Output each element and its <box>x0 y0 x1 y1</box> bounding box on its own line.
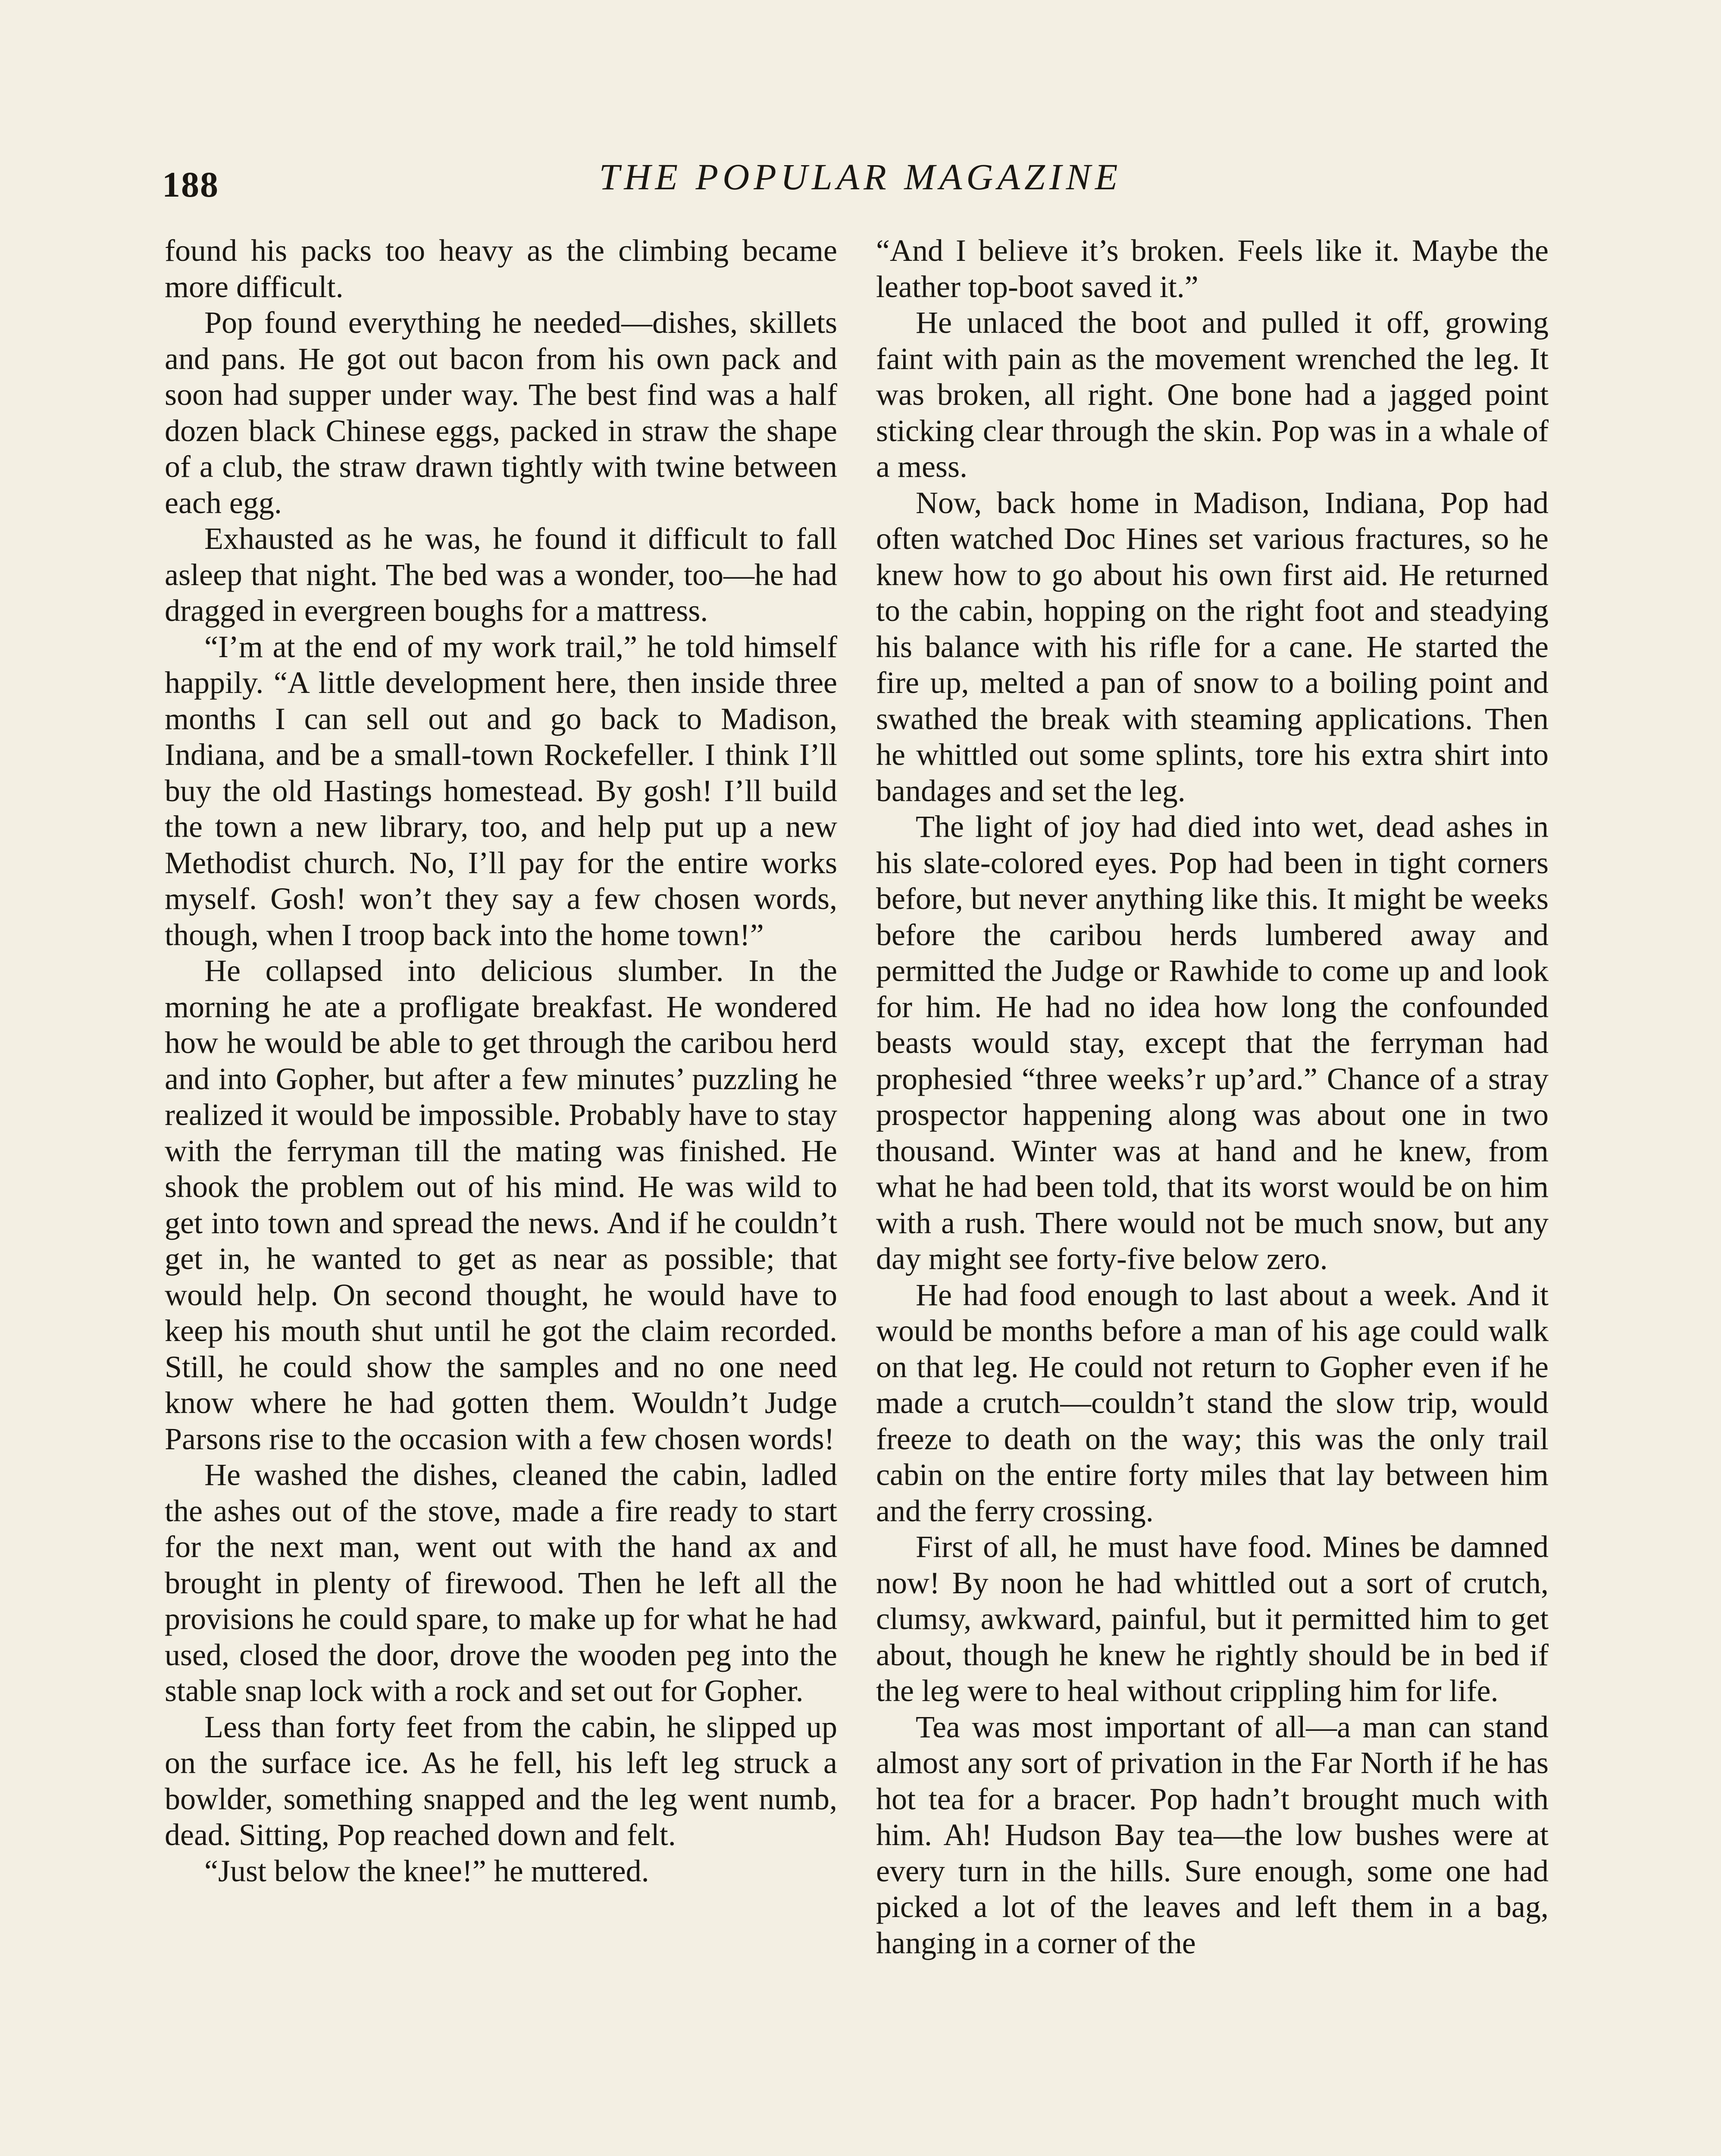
paragraph: “I’m at the end of my work trail,” he told himself happily. “A little development here, then inside three months I can sell out and go back to Madison, Indiana, and be a small-town Rockefeller. I think I’ll buy the old Hastings homestead. By gosh! I’ll build the town a new library, too, and help put up a new Methodist church. No, I’ll pay for the entire works myself. Gosh! won’t they say a few chosen words, though, when I troop back into the home town!” <box>165 629 837 952</box>
paragraph: The light of joy had died into wet, dead ashes in his slate-colored eyes. Pop had been in tight corners before, but never anything like this. It might be weeks before the caribou herds lumbered away and permitted the Judge or Rawhide to come up and look for him. He had no idea how long the confounded beasts would stay, except that the ferryman had prophesied “three weeks’r up’ard.” Chance of a stray prospector happening along was about one in two thousand. Winter was at hand and he knew, from what he had been told, that its worst would be on him with a rush. There would not be much snow, but any day might see forty-five below zero. <box>876 809 1549 1276</box>
paragraph: Pop found everything he needed—dishes, skillets and pans. He got out bacon from his own pack and soon had supper under way. The best find was a half dozen black Chinese eggs, packed in straw the shape of a club, the straw drawn tightly with twine between each egg. <box>165 305 837 520</box>
paragraph: Exhausted as he was, he found it difficult to fall asleep that night. The bed was a wonder, too—he had dragged in evergreen boughs for a mattress. <box>165 521 837 628</box>
paragraph: First of all, he must have food. Mines be damned now! By noon he had whittled out a sort of crutch, clumsy, awkward, painful, but it permitted him to get about, though he knew he rightly should be in bed if the leg were to heal without crippling him for life. <box>876 1529 1549 1708</box>
left-column <box>165 233 837 1889</box>
paragraph: He washed the dishes, cleaned the cabin, ladled the ashes out of the stove, made a fire ready to start for the next man, went out with the hand ax and brought in plenty of firewood. Then he left all the provisions he could spare, to make up for what he had used, closed the door, drove the wooden peg into the stable snap lock with a rock and set out for Gopher. <box>165 1457 837 1708</box>
running-head: THE POPULAR MAGAZINE <box>599 156 1122 197</box>
paragraph: Tea was most important of all—a man can stand almost any sort of privation in the Far North if he has hot tea for a bracer. Pop hadn’t brought much with him. Ah! Hudson Bay tea—the low bushes were at every turn in the hills. Sure enough, some one had picked a lot of the leaves and left them in a bag, hanging in a corner of the <box>876 1709 1549 1960</box>
paragraph: He had food enough to last about a week. And it would be months before a man of his age could walk on that leg. He could not return to Gopher even if he made a crutch—couldn’t stand the slow trip, would freeze to death on the way; this was the only trail cabin on the entire forty miles that lay between him and the ferry crossing. <box>876 1277 1549 1528</box>
page-number: 188 <box>162 165 219 205</box>
paragraph: found his packs too heavy as the climbing became more difficult. <box>165 233 837 304</box>
paragraph: He collapsed into delicious slumber. In the morning he ate a profligate breakfast. He wondered how he would be able to get through the caribou herd and into Gopher, but after a few minutes’ puzzling he realized it would be impossible. Probably have to stay with the ferryman till the mating was finished. He shook the problem out of his mind. He was wild to get into town and spread the news. And if he couldn’t get in, he wanted to get as near as possible; that would help. On second thought, he would have to keep his mouth shut until he got the claim recorded. Still, he could show the samples and no one need know where he had gotten them. Wouldn’t Judge Parsons rise to the occasion with a few chosen words! <box>165 953 837 1456</box>
paragraph: Less than forty feet from the cabin, he slipped up on the surface ice. As he fell, his left leg struck a bowlder, something snapped and the leg went numb, dead. Sitting, Pop reached down and felt. <box>165 1709 837 1852</box>
paragraph: He unlaced the boot and pulled it off, growing faint with pain as the movement wrenched the leg. It was broken, all right. One bone had a jagged point sticking clear through the skin. Pop was in a whale of a mess. <box>876 305 1549 484</box>
paragraph: “And I believe it’s broken. Feels like it. Maybe the leather top-boot saved it.” <box>876 233 1549 304</box>
paragraph: “Just below the knee!” he muttered. <box>204 1853 649 1888</box>
right-column <box>876 233 1549 1961</box>
paragraph: Now, back home in Madison, Indiana, Pop had often watched Doc Hines set various fractures, so he knew how to go about his own first aid. He returned to the cabin, hopping on the right foot and steadying his balance with his rifle for a cane. He started the fire up, melted a pan of snow to a boiling point and swathed the break with steaming applications. Then he whittled out some splints, tore his extra shirt into bandages and set the leg. <box>876 485 1549 808</box>
